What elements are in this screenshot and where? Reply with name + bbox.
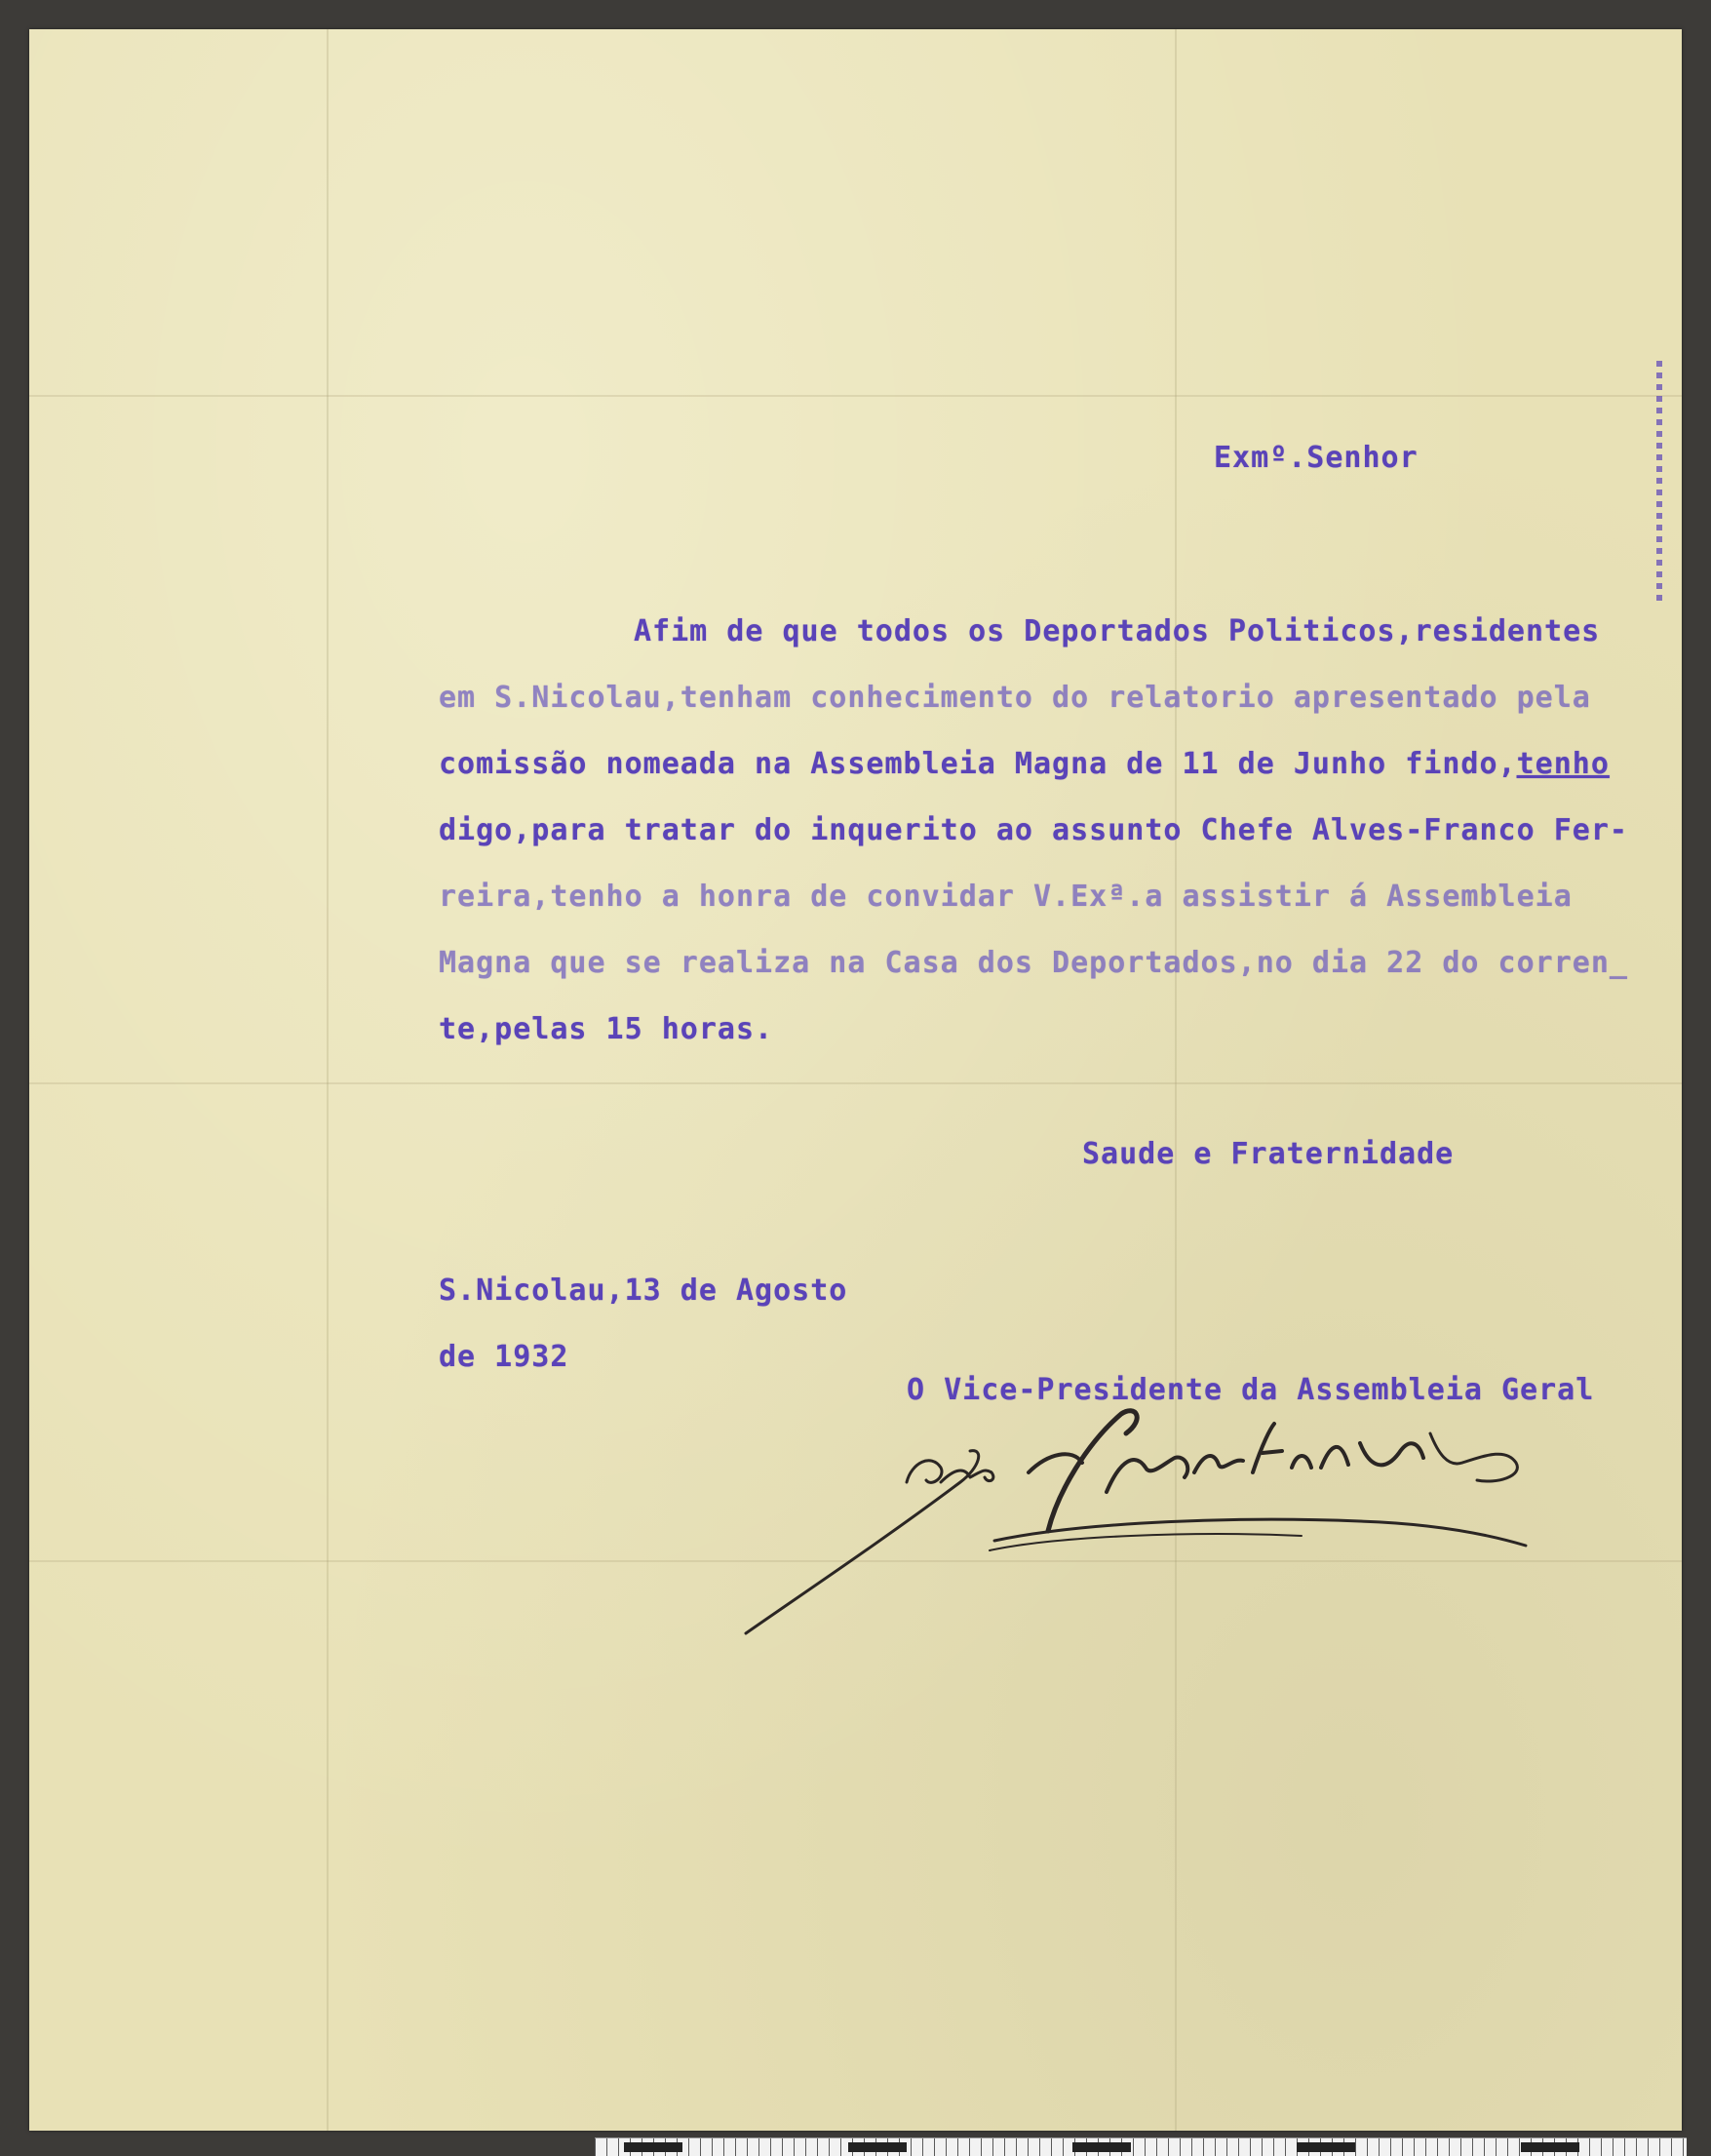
signature-label: José Martins Pita [1126, 1506, 1279, 1526]
ruler-block-1 [624, 2142, 682, 2152]
body-line-2: em S.Nicolau,tenham conhecimento do relatorio apresentado pela [439, 681, 1591, 715]
ruler-block-2 [848, 2142, 907, 2152]
salutation: Exmº.Senhor [1214, 441, 1419, 475]
scale-ruler [595, 2137, 1687, 2156]
fold-line-horizontal-top [29, 395, 1682, 397]
document-page [29, 29, 1682, 2131]
place-date-line-1: S.Nicolau,13 de Agosto [439, 1274, 848, 1308]
ruler-block-4 [1297, 2142, 1355, 2152]
body-line-1: Afim de que todos os Deportados Politicos,residentes [634, 614, 1601, 648]
closing: Saude e Fraternidade [1082, 1137, 1455, 1171]
signatory-title: O Vice-Presidente da Assembleia Geral [907, 1373, 1595, 1407]
fold-line-vertical-right [1175, 29, 1177, 2131]
edge-ink-marks [1656, 361, 1662, 605]
body-line-3-text: comissão nomeada na Assembleia Magna de 11 de Junho findo, [439, 747, 1517, 781]
ruler-block-5 [1521, 2142, 1579, 2152]
body-line-6: Magna que se realiza na Casa dos Deportados,no dia 22 do corren_ [439, 946, 1628, 980]
body-line-3 [439, 747, 1610, 781]
body-line-7: te,pelas 15 horas. [439, 1012, 774, 1046]
place-date-line-2: de 1932 [439, 1340, 569, 1374]
struck-word: tenho [1516, 747, 1610, 781]
body-line-4: digo,para tratar do inquerito ao assunto Chefe Alves-Franco Fer- [439, 813, 1628, 847]
body-line-5: reira,tenho a honra de convidar V.Exª.a assistir á Assembleia [439, 880, 1573, 914]
handwritten-signature [736, 1375, 1565, 1648]
fold-line-vertical-left [327, 29, 329, 2131]
fold-line-horizontal-middle [29, 1082, 1682, 1084]
ruler-block-3 [1072, 2142, 1131, 2152]
